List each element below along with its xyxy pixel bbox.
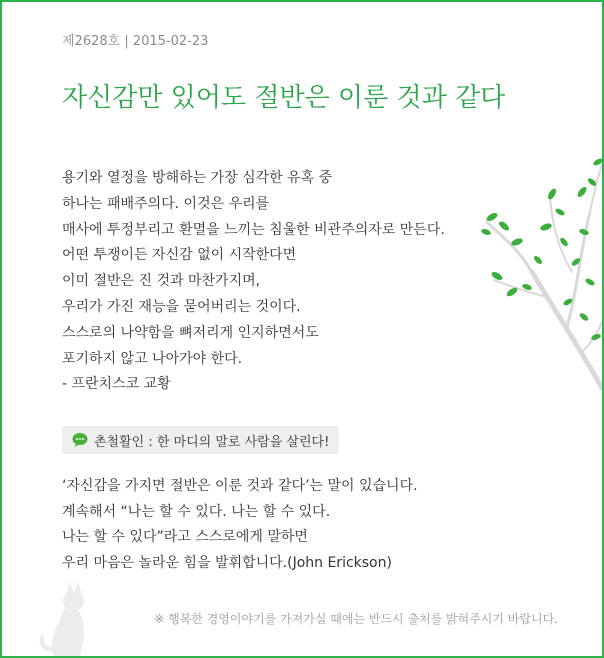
copyright-notice: ※ 행복한 경영이야기를 가져가실 때에는 반드시 출처를 밝혀주시기 바랍니다. (154, 612, 558, 626)
quote-line: 우리가 가진 재능을 묻어버리는 것이다. (62, 298, 301, 315)
commentary-line: 계속해서 “나는 할 수 있다. 나는 할 수 있다. (62, 503, 331, 520)
quote-line: 스스로의 나약함을 뼈저리게 인지하면서도 (62, 324, 319, 341)
quote-line: 포기하지 않고 나아가야 한다. (62, 350, 243, 367)
commentary-line: ‘자신감을 가지면 절반은 이룬 것과 같다’는 말이 있습니다. (62, 478, 418, 494)
commentary-line: 우리 마음은 놀라운 힘을 발휘합니다.(John Erickson) (62, 554, 392, 571)
quote-line: 어떤 투쟁이든 자신감 없이 시작한다면 (62, 247, 297, 264)
motto-badge (62, 426, 339, 454)
quote-line: 용기와 열정을 방해하는 가장 심각한 유혹 중 (62, 170, 333, 186)
quote-line: 하나는 패배주의다. 이것은 우리를 (62, 195, 270, 212)
tree-branch-illustration (472, 152, 602, 392)
cat-silhouette-illustration (32, 580, 112, 656)
commentary-line: 나는 할 수 있다”라고 스스로에게 말하면 (62, 529, 308, 545)
page-title: 자신감만 있어도 절반은 이룬 것과 같다 (62, 83, 506, 113)
speech-bubble-icon (72, 432, 88, 448)
quote-line: 이미 절반은 진 것과 마찬가지며, (62, 273, 261, 290)
quote-line: 매사에 투정부리고 환멸을 느끼는 침울한 비관주의자로 만든다. (62, 221, 445, 238)
quote-author: - 프란치스코 교황 (62, 376, 171, 393)
issue-meta: 제2628호 | 2015-02-23 (62, 34, 209, 49)
motto-text: 촌철활인 : 한 마디의 말로 사람을 살린다! (94, 434, 330, 450)
commentary-block (62, 474, 532, 576)
quote-block (62, 166, 492, 398)
